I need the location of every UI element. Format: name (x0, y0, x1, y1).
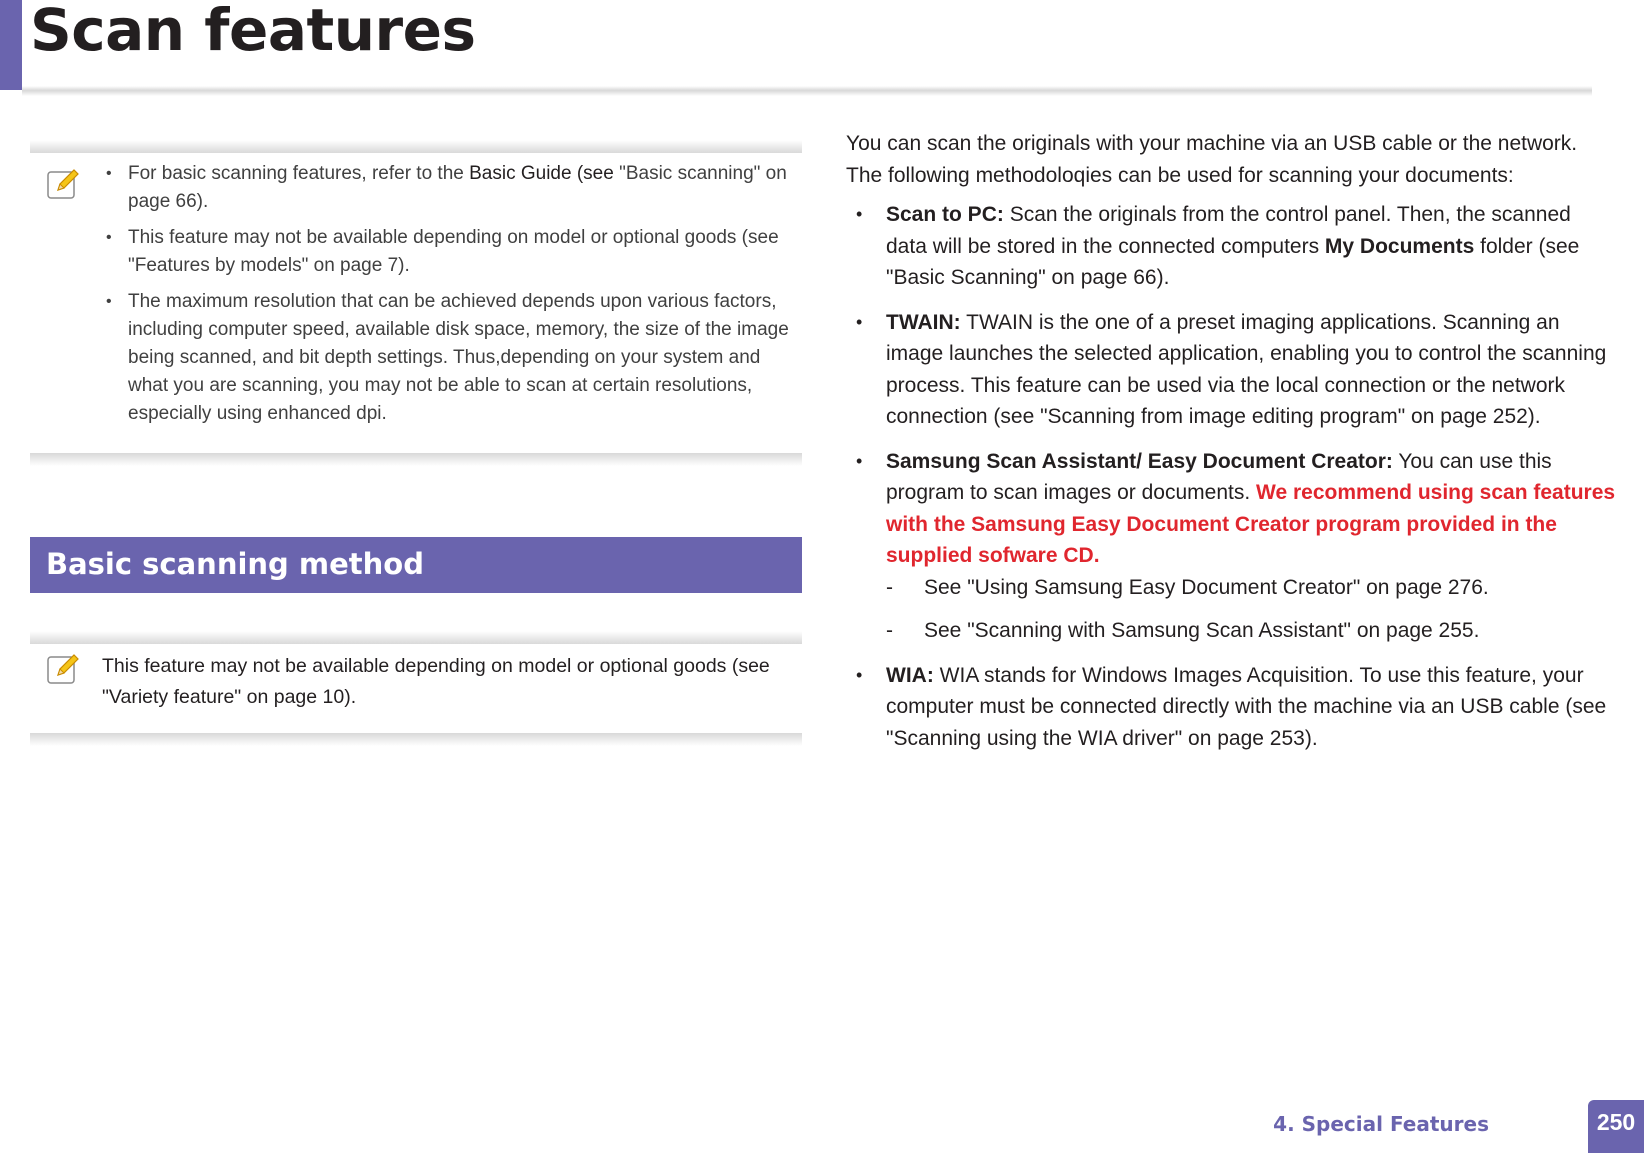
method-item-samsung-scan-assistant: • Samsung Scan Assistant/ Easy Document Creator: You can use this program to scan images or documents. We recommend using scan features with the Samsung Easy Document Creator program provided in the supplied sofware CD. - See "Using Samsung Easy Document Creator" on page 276. - See "Scanning with Samsung Scan Assistant" on page 255. (846, 446, 1616, 647)
page-number-badge: 250 (1588, 1100, 1644, 1153)
note-pencil-icon (46, 166, 82, 200)
method-subitems (886, 572, 1616, 647)
method-item-wia: • WIA: WIA stands for Windows Images Acquisition. To use this feature, your computer must be connected directly with the machine via an USB cable (see "Scanning using the WIA driver" on page 253). (846, 660, 1616, 755)
note-box-1 (30, 140, 802, 466)
note-bottom-bar (30, 453, 802, 466)
title-accent-bar (0, 0, 22, 90)
section-header (30, 537, 802, 593)
method-item-twain: • TWAIN: TWAIN is the one of a preset imaging applications. Scanning an image launches the selected application, enabling you to control the scanning process. This feature can be used via the local connection or the network connection (see "Scanning from image editing program" on page 252). (846, 307, 1616, 433)
note-pencil-icon (46, 651, 82, 685)
note-box-2 (30, 631, 802, 746)
intro-paragraph: You can scan the originals with your machine via an USB cable or the network. The following methodoloqies can be used for scanning your documents: (846, 132, 1578, 187)
note-1-item: • This feature may not be available depending on model or optional goods (see "Features by models" on page 7). (128, 224, 802, 280)
note-top-bar (30, 140, 802, 153)
methods-list (846, 199, 1616, 754)
recommendation-text: We recommend using scan features with the Samsung Easy Document Creator program provided in the supplied sofware CD. (886, 481, 1616, 567)
note-2-text: This feature may not be available depending on model or optional goods (see "Variety feature" on page 10). (102, 655, 770, 708)
subitem-link: - See "Using Samsung Easy Document Creator" on page 276. (886, 572, 1616, 604)
section-title: Basic scanning method (46, 547, 424, 581)
note-1-item: • For basic scanning features, refer to the Basic Guide (see "Basic scanning" on page 66). (128, 160, 802, 216)
footer-chapter-label: 4. Special Features (1273, 1112, 1489, 1136)
main-content (846, 128, 1616, 767)
page-title: Scan features (30, 0, 476, 64)
note-bottom-bar (30, 733, 802, 746)
method-item-scan-to-pc: • Scan to PC: Scan the originals from the control panel. Then, the scanned data will be stored in the connected computers My Documents folder (see "Basic Scanning" on page 66). (846, 199, 1616, 294)
note-1-item: • The maximum resolution that can be achieved depends upon various factors, including computer speed, available disk space, memory, the size of the image being scanned, and bit depth settings. Thus,depending on your system and what you are scanning, you may not be able to scan at certain resolutions, especially using enhanced dpi. (128, 288, 802, 428)
note-1-list (128, 160, 802, 436)
title-rule (22, 86, 1592, 96)
note-top-bar (30, 631, 802, 644)
subitem-link: - See "Scanning with Samsung Scan Assistant" on page 255. (886, 615, 1616, 647)
